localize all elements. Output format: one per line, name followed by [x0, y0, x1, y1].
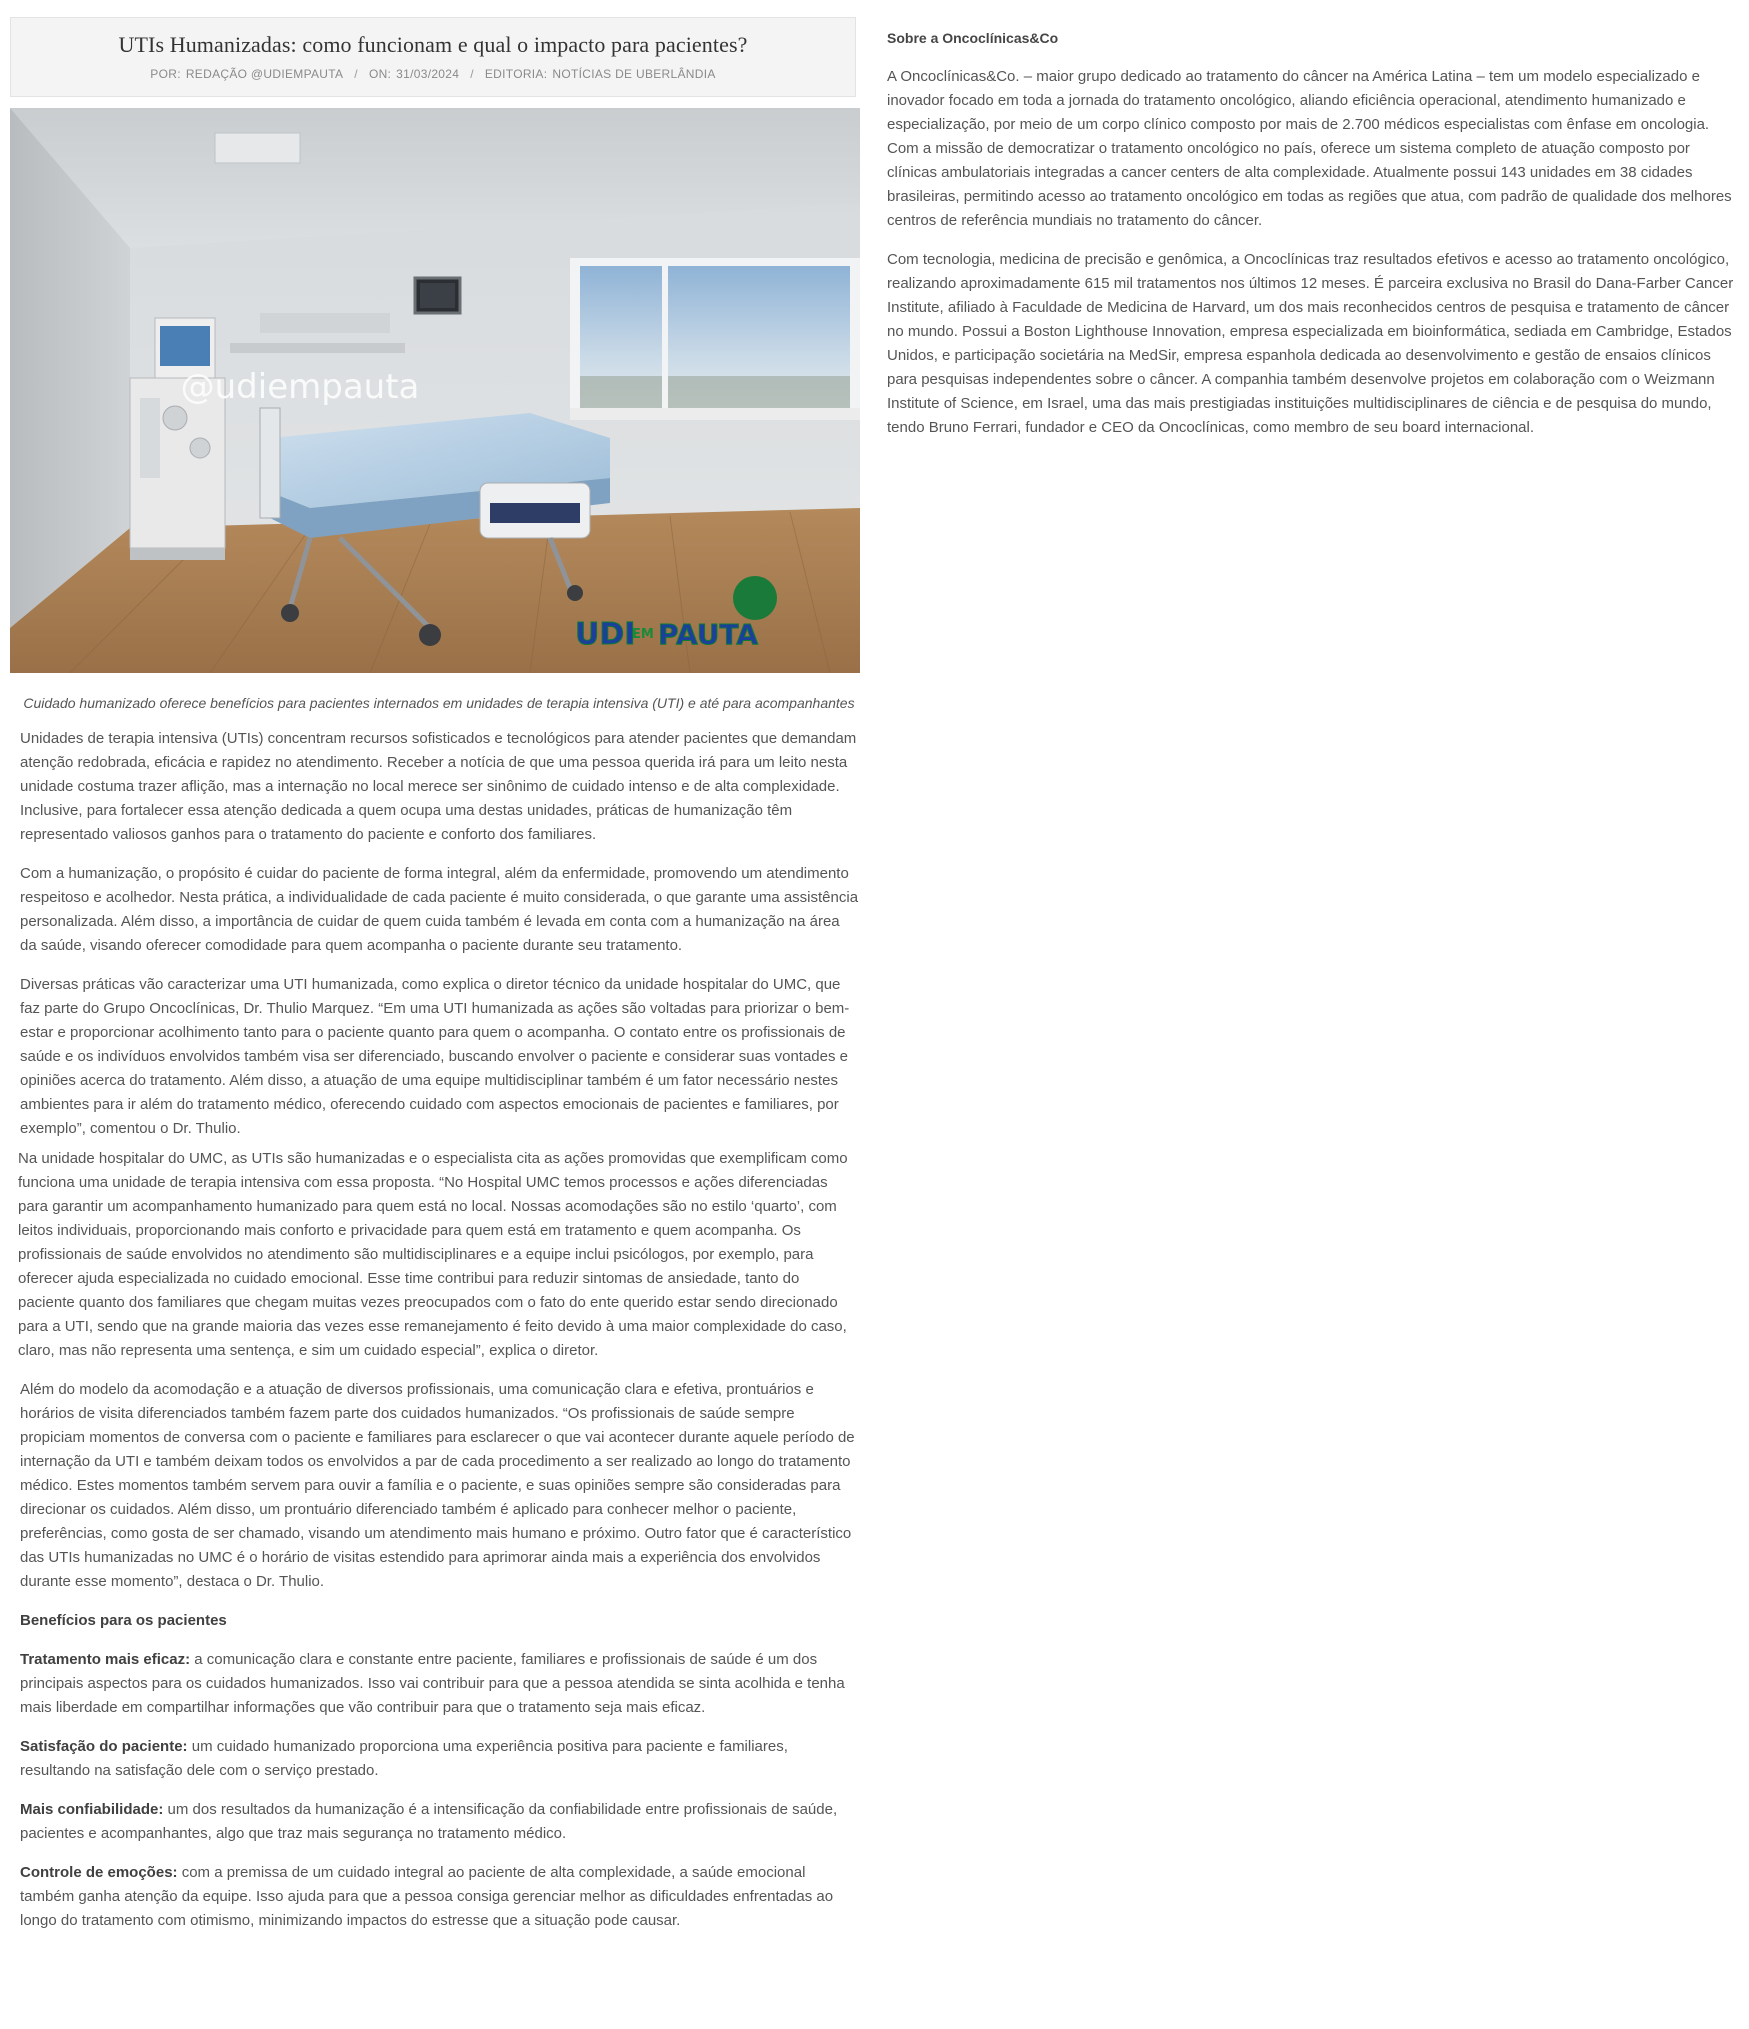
photo-watermark: @udiempauta	[180, 367, 420, 407]
meta-on-label: ON:	[368, 67, 392, 81]
meta-date: 31/03/2024	[396, 67, 460, 81]
benefit-item	[20, 1648, 860, 1720]
article-paragraph: Além do modelo da acomodação e a atuação de diversos profissionais, uma comunicação clara e efetiva, prontuários e horários de visita diferenciados também fazem parte dos cuidados humanizados. “Os profissionais de saúde sempre propiciam momentos de conversa com o paciente e familiares para esclarecer o que vai acontecer durante aquele período de internação da UTI e também deixam todos os envolvidos a par de cada procedimento a ser realizado ao longo do tratamento médico. Estes momentos também servem para ouvir a família e o paciente, e suas opiniões sempre são consideradas para direcionar os cuidados. Além disso, um prontuário diferenciado também é aplicado para conhecer melhor o paciente, preferências, como gosta de ser chamado, visando um atendimento mais humano e próximo. Outro fator que é característico das UTIs humanizadas no UMC é o horário de visitas estendido para aprimorar ainda mais a experiência dos envolvidos durante esse momento”, destaca o Dr. Thulio.	[20, 1381, 855, 1590]
benefit-label: Mais confiabilidade:	[20, 1801, 164, 1818]
article-paragraph: Com a humanização, o propósito é cuidar do paciente de forma integral, além da enfermidade, promovendo um atendimento respeitoso e acolhedor. Nesta prática, a individualidade de cada paciente é muito considerada, o que garante uma assistência personalizada. Além disso, a importância de cuidar de quem cuida também é levada em conta com a humanização na área da saúde, visando oferecer comodidade para quem acompanha o paciente durante seu tratamento.	[20, 865, 859, 954]
benefit-label: Satisfação do paciente:	[20, 1738, 188, 1755]
article-header	[10, 17, 856, 97]
article-paragraph: Na unidade hospitalar do UMC, as UTIs são humanizadas e o especialista cita as ações promovidas que exemplificam como funciona uma unidade de terapia intensiva com essa proposta. “No Hospital UMC temos processos e ações diferenciadas para garantir um acompanhamento humanizado para quem está no local. Nossas acomodações são no estilo ‘quarto’, com leitos individuais, proporcionando mais conforto e privacidade para quem está em tratamento e quem acompanha. Os profissionais de saúde envolvidos no atendimento são multidisciplinares e a equipe inclui psicólogos, por exemplo, para oferecer ajuda especializada no cuidado emocional. Esse time contribui para reduzir sintomas de ansiedade, tanto do paciente quanto dos familiares que chegam muitas vezes preocupados com o fato do ente querido estar sendo direcionado para a UTI, sendo que na grande maioria das vezes esse remanejamento é feito devido à uma maior complexidade do caso, claro, mas não representa uma sentença, e sim um cuidado especial”, explica o diretor.	[18, 1150, 848, 1359]
benefit-item	[20, 1861, 860, 1933]
article-title: UTIs Humanizadas: como funcionam e qual o impacto para pacientes?	[118, 32, 748, 57]
sidebar-about	[887, 30, 1739, 455]
benefit-label: Controle de emoções:	[20, 1864, 178, 1881]
benefit-item	[20, 1735, 860, 1783]
svg-text:UDI: UDI	[575, 617, 636, 652]
article-photo	[10, 108, 860, 673]
article-paragraph: Diversas práticas vão caracterizar uma UTI humanizada, como explica o diretor técnico da unidade hospitalar do UMC, que faz parte do Grupo Oncoclínicas, Dr. Thulio Marquez. “Em uma UTI humanizada as ações são voltadas para priorizar o bem-estar e proporcionar acolhimento tanto para o paciente quanto para quem o acompanha. O contato entre os profissionais de saúde e os indivíduos envolvidos também visa ser diferenciado, buscando envolver o paciente e considerar suas vontades e opiniões acerca do tratamento. Além disso, a atuação de uma equipe multidisciplinar também é um fator necessário nestes ambientes para ir além do tratamento médico, oferecendo cuidado com aspectos emocionais de pacientes e familiares, por exemplo”, comentou o Dr. Thulio.	[20, 976, 850, 1137]
svg-text:PAUTA: PAUTA	[658, 618, 759, 651]
benefit-text: um cuidado humanizado proporciona uma experiência positiva para paciente e familiares, resultando na satisfação dele com o serviço prestado.	[20, 1738, 788, 1779]
benefits-heading: Benefícios para os pacientes	[20, 1612, 227, 1629]
article-column	[10, 17, 868, 1948]
article-body	[10, 727, 868, 1933]
sidebar-paragraph: Com tecnologia, medicina de precisão e genômica, a Oncoclínicas traz resultados efetivos e acesso ao tratamento oncológico, realizando aproximadamente 615 mil tratamentos nos últimos 12 meses. É parceira exclusiva no Brasil do Dana-Farber Cancer Institute, afiliado à Faculdade de Medicina de Harvard, um dos mais reconhecidos centros de pesquisa e tratamento de câncer no mundo. Possui a Boston Lighthouse Innovation, empresa especializada em bioinformática, sediada em Cambridge, Estados Unidos, e participação societária na MedSir, empresa espanhola dedicada ao desenvolvimento e gestão de ensaios clínicos para pesquisas independentes sobre o câncer. A companhia também desenvolve projetos em colaboração com o Weizmann Institute of Science, em Israel, uma das mais prestigiadas instituições multidisciplinares de ciência e de pesquisa do mundo, tendo Bruno Ferrari, fundador e CEO da Oncoclínicas, como membro de seu board internacional.	[887, 251, 1734, 436]
benefit-label: Tratamento mais eficaz:	[20, 1651, 191, 1668]
benefit-text: um dos resultados da humanização é a intensificação da confiabilidade entre profissionais de saúde, pacientes e acompanhantes, algo que traz mais segurança no tratamento médico.	[20, 1801, 838, 1842]
svg-text:EM: EM	[632, 627, 654, 642]
meta-author-link[interactable]: REDAÇÃO @UDIEMPAUTA	[185, 67, 344, 81]
sidebar-paragraph: A Oncoclínicas&Co. – maior grupo dedicado ao tratamento do câncer na América Latina – tem um modelo especializado e inovador focado em toda a jornada do tratamento oncológico, aliando eficiência operacional, atendimento humanizado e especialização, por meio de um corpo clínico composto por mais de 2.700 médicos especialistas com ênfase em oncologia. Com a missão de democratizar o tratamento oncológico no país, oferece um sistema completo de atuação composto por clínicas ambulatoriais integradas a cancer centers de alta complexidade. Atualmente possui 143 unidades em 38 cidades brasileiras, permitindo acesso ao tratamento oncológico em todas as regiões que atua, com padrão de qualidade dos melhores centros de referência mundiais no tratamento do câncer.	[887, 68, 1732, 229]
sidebar-heading: Sobre a Oncoclínicas&Co	[887, 30, 1059, 46]
photo-caption: Cuidado humanizado oferece benefícios para pacientes internados em unidades de terapia intensiva (UTI) e até para acompanhantes	[23, 695, 855, 711]
meta-section-link[interactable]: NOTÍCIAS DE UBERLÂNDIA	[552, 67, 716, 81]
benefit-text: com a premissa de um cuidado integral ao paciente de alta complexidade, a saúde emocional também ganha atenção da equipe. Isso ajuda para que a pessoa consiga gerenciar melhor as dificuldades enfrentadas ao longo do tratamento com otimismo, minimizando impactos do estresse que a situação pode causar.	[20, 1864, 834, 1929]
article-paragraph: Unidades de terapia intensiva (UTIs) concentram recursos sofisticados e tecnológicos para atender pacientes que demandam atenção redobrada, eficácia e rapidez no atendimento. Receber a notícia de que uma pessoa querida irá para um leito nesta unidade costuma trazer aflição, mas a internação no local merece ser sinônimo de cuidado intenso e de alta complexidade. Inclusive, para fortalecer essa atenção dedicada a quem ocupa uma destas unidades, práticas de humanização têm representado valiosos ganhos para o tratamento do paciente e conforto dos familiares.	[20, 730, 857, 843]
meta-section-label: EDITORIA:	[484, 67, 548, 81]
meta-by-label: POR:	[150, 67, 181, 81]
article-meta	[11, 67, 855, 81]
meta-separator: /	[354, 67, 358, 81]
benefit-text: a comunicação clara e constante entre paciente, familiares e profissionais de saúde é um dos principais aspectos para os cuidados humanizados. Isso vai contribuir para que a pessoa atendida se sinta acolhida e tenha mais liberdade em compartilhar informações que vão contribuir para que o tratamento seja mais eficaz.	[20, 1651, 845, 1716]
meta-separator: /	[470, 67, 474, 81]
benefit-item	[20, 1798, 860, 1846]
